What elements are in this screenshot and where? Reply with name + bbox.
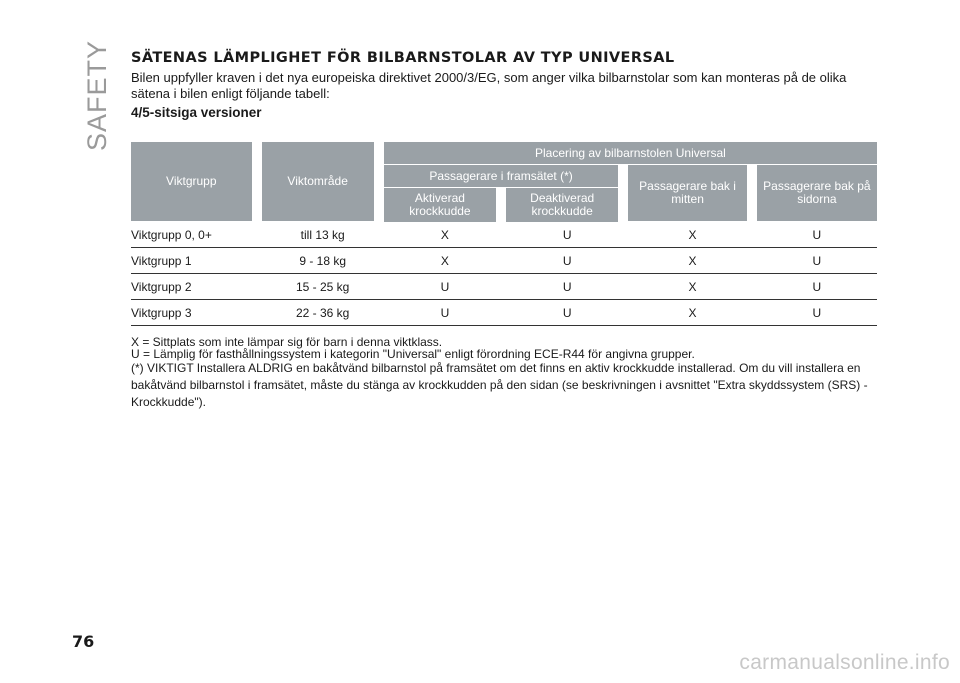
cell-deactivated: U [506,222,628,248]
cell-range: 9 - 18 kg [262,248,384,274]
cell-side: U [757,248,877,274]
note-x-legend: X = Sittplats som inte lämpar sig för barn i denna viktklass. [131,335,443,349]
table-row [131,300,877,326]
cell-middle: X [628,274,756,300]
watermark: carmanualsonline.info [739,651,950,674]
col-rear-middle: Passagerare bak i mitten [628,165,756,222]
col-front-passenger: Passagerare i framsätet (*) [384,165,629,188]
cell-side: U [757,222,877,248]
cell-side: U [757,300,877,326]
table-notes [131,337,877,411]
page-content [131,50,877,121]
cell-group: Viktgrupp 3 [131,300,262,326]
child-seat-table [131,142,877,326]
cell-range: till 13 kg [262,222,384,248]
cell-middle: X [628,248,756,274]
cell-deactivated: U [506,300,628,326]
cell-group: Viktgrupp 1 [131,248,262,274]
table-row [131,274,877,300]
note-warning: (*) VIKTIGT Installera ALDRIG en bakåtvänd bilbarnstol på framsätet om det finns en aktiv krockkudde installerad. Om du vill installera en bakåtvänd bilbarnstol i framsätet, måste du stänga av krockkudden på den sidan (se beskrivningen i avsnittet "Extra skyddssystem (SRS) - Krockkudde"). [131,361,868,409]
table-group-header: Placering av bilbarnstolen Universal [384,142,877,165]
cell-deactivated: U [506,248,628,274]
section-tab-label: SAFETY [82,39,113,151]
cell-range: 15 - 25 kg [262,274,384,300]
cell-range: 22 - 36 kg [262,300,384,326]
intro-text: Bilen uppfyller kraven i det nya europeiska direktivet 2000/3/EG, som anger vilka bilbarnstolar som kan monteras på de olika sätena i bilen enligt följande tabell: [131,70,847,101]
page-number: 76 [72,632,95,651]
cell-active: U [384,274,506,300]
section-tab [78,40,118,150]
cell-active: X [384,222,506,248]
cell-active: X [384,248,506,274]
table-row [131,222,877,248]
col-front-airbag-deactivated: Deaktiverad krockkudde [506,188,628,222]
col-front-airbag-active: Aktiverad krockkudde [384,188,506,222]
col-weight-range: Viktområde [262,142,384,222]
cell-middle: X [628,300,756,326]
note-u-legend: U = Lämplig för fasthållningssystem i kategorin "Universal" enligt förordning ECE-R44 för angivna grupper. [131,346,695,361]
col-rear-side: Passagerare bak på sidorna [757,165,877,222]
cell-middle: X [628,222,756,248]
cell-active: U [384,300,506,326]
col-weight-group: Viktgrupp [131,142,262,222]
cell-group: Viktgrupp 0, 0+ [131,222,262,248]
page-title: SÄTENAS LÄMPLIGHET FÖR BILBARNSTOLAR AV TYP UNIVERSAL [131,50,675,66]
cell-group: Viktgrupp 2 [131,274,262,300]
section-subtitle: 4/5-sitsiga versioner [131,105,262,120]
table-row [131,248,877,274]
cell-side: U [757,274,877,300]
cell-deactivated: U [506,274,628,300]
